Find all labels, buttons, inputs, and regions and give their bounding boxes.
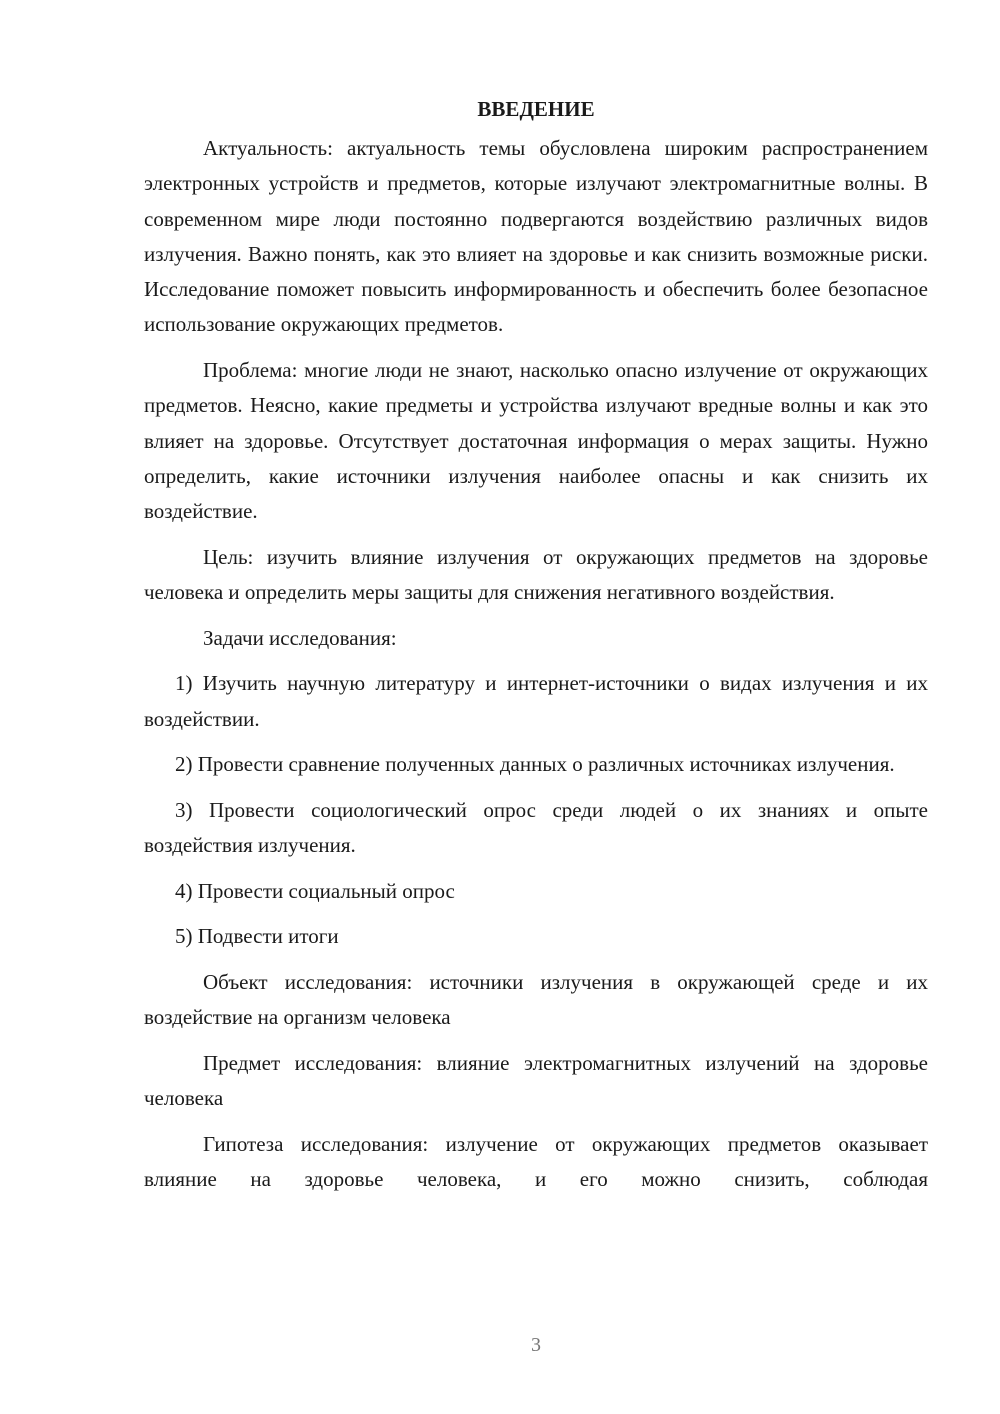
subject-paragraph: Предмет исследования: влияние электромагнитных излучений на здоровье человека: [144, 1050, 928, 1111]
task-item-2: 2) Провести сравнение полученных данных о различных источниках излучения.: [175, 752, 895, 777]
task-item-4: 4) Провести социальный опрос: [175, 878, 455, 903]
task-item-5: 5) Подвести итоги: [175, 924, 339, 949]
tasks-heading: Задачи исследования:: [203, 625, 397, 650]
problem-paragraph: Проблема: многие люди не знают, насколько опасно излучение от окружающих предметов. Неясно, какие предметы и устройства излучают вредные волны и как это влияет на здоровье. Отсутствует достаточная информация о мерах защиты. Нужно определить, какие источники излучения наиболее опасны и как снизить их воздействие.: [144, 358, 928, 524]
goal-paragraph: Цель: изучить влияние излучения от окружающих предметов на здоровье человека и определить меры защиты для снижения негативного воздействия.: [144, 544, 928, 605]
task-item-1: 1) Изучить научную литературу и интернет-источники о видах излучения и их воздействии.: [144, 671, 928, 731]
task-item-3: 3) Провести социологический опрос среди людей о их знаниях и опыте воздействия излучения.: [144, 797, 928, 858]
hypothesis-paragraph: Гипотеза исследования: излучение от окружающих предметов оказывает влияние на здоровье человека, и его можно снизить, соблюдая: [144, 1131, 928, 1191]
document-page: [144, 92, 928, 1208]
relevance-paragraph: Актуальность: актуальность темы обусловлена широким распространением электронных устройств и предметов, которые излучают электромагнитные волны. В современном мире люди постоянно подвергаются воздействию различных видов излучения. Важно понять, как это влияет на здоровье и как снизить возможные риски. Исследование поможет повысить информированность и обеспечить более безопасное использование окружающих предметов.: [144, 136, 928, 337]
page-number: 3: [531, 1334, 541, 1356]
object-paragraph: Объект исследования: источники излучения в окружающей среде и их воздействие на организм человека: [144, 969, 928, 1030]
section-title: ВВЕДЕНИЕ: [477, 97, 595, 121]
